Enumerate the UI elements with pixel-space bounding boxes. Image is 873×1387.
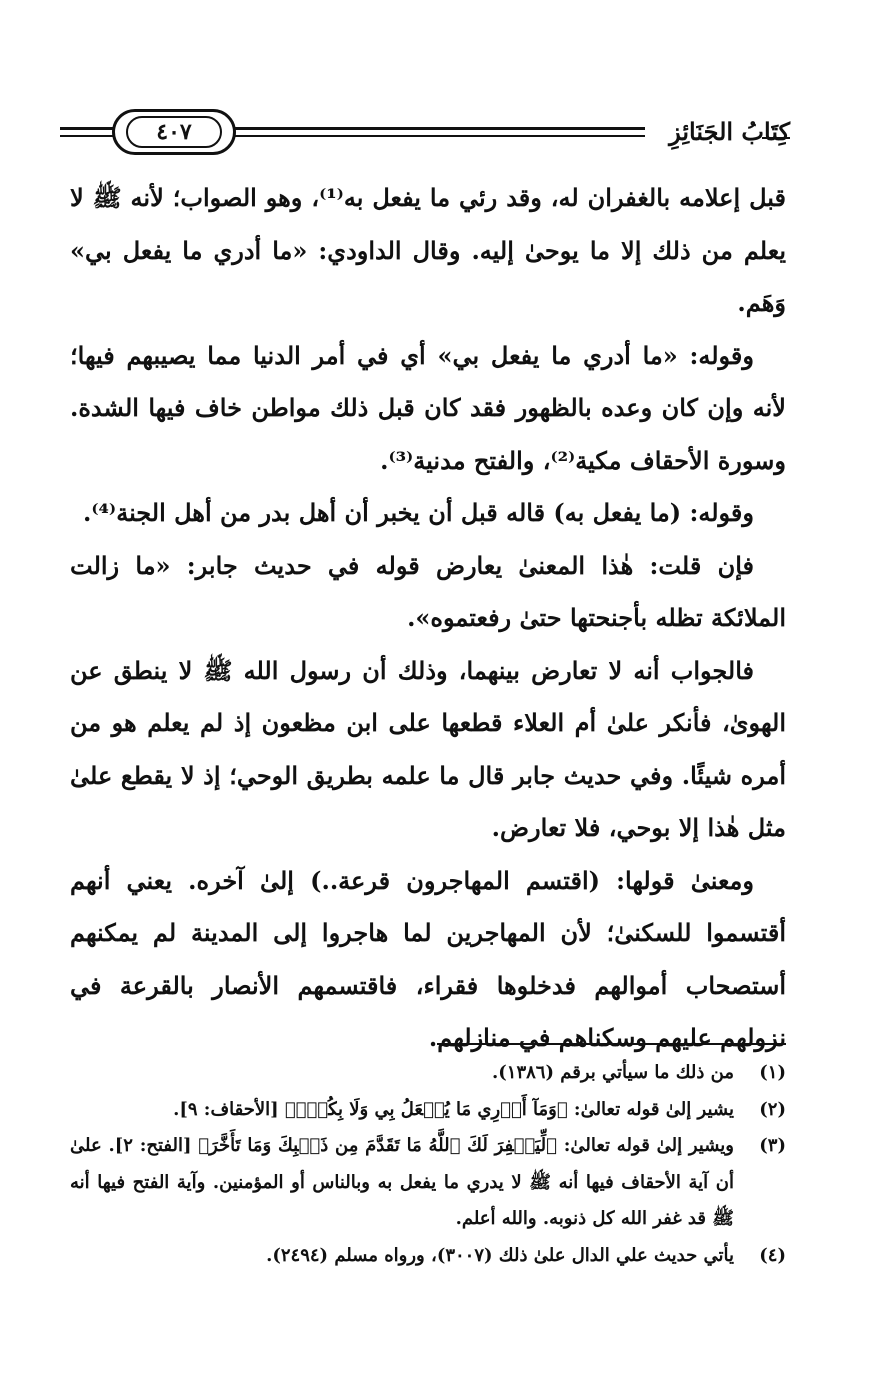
chapter-title: كِتَابُ الجَنَائِزِ	[669, 117, 790, 146]
footnote	[70, 1055, 786, 1092]
page-number: ٤٠٧	[126, 116, 222, 148]
paragraph: قبل إعلامه بالغفران له، وقد رئي ما يفعل به⁽¹⁾، وهو الصواب؛ لأنه ﷺ لا يعلم من ذلك إلا ما يوحىٰ إليه. وقال الداودي: «ما أدري ما يفعل بي» وَهَم.	[70, 183, 786, 317]
footnote	[70, 1128, 786, 1238]
main-text	[70, 172, 786, 1065]
footnote-number: (٢)	[759, 1098, 786, 1120]
footnote-text: ويشير إلىٰ قوله تعالىٰ: ﴿لِّيَغۡفِرَ لَكَ ٱللَّهُ مَا تَقَدَّمَ مِن ذَنۢبِكَ وَمَا تَأَخَّرَ﴾ [الفتح: ٢]. علىٰ أن آية الأحقاف فيها أنه ﷺ لا يدري ما يفعل به وبالناس أو المؤمنين. وآية الفتح فيها أنه ﷺ قد غفر الله كل ذنوبه. والله أعلم.	[70, 1135, 734, 1229]
paragraph: ومعنىٰ قولها: (اقتسم المهاجرون قرعة..) إلىٰ آخره. يعني أنهم أقتسموا للسكنىٰ؛ لأن المهاجرين لما هاجروا إلى المدينة لم يمكنهم أستصحاب أموالهم فدخلوها فقراء، فاقتسمهم الأنصار بالقرعة في نزولهم عليهم وسكناهم في منازلهم.	[70, 865, 786, 1052]
page-number-badge	[112, 109, 236, 155]
paragraph: فالجواب أنه لا تعارض بينهما، وذلك أن رسول الله ﷺ لا ينطق عن الهوىٰ، فأنكر علىٰ أم العلاء قطعها على ابن مظعون إذ لم يعلم هو من أمره شيئًا. وفي حديث جابر قال ما علمه بطريق الوحي؛ إذ لا يقطع علىٰ مثل هٰذا إلا بوحي، فلا تعارض.	[70, 655, 787, 842]
paragraph: وقوله: «ما أدري ما يفعل بي» أي في أمر الدنيا مما يصيبهم فيها؛ لأنه وإن كان وعده بالظهور فقد كان قبل ذلك مواطن خاف فيها الشدة. وسورة الأحقاف مكية⁽²⁾، والفتح مدنية⁽³⁾.	[70, 340, 786, 475]
header-rule	[235, 135, 645, 137]
footnote-separator	[437, 1043, 786, 1045]
footnotes	[70, 1055, 786, 1274]
footnote-number: (١)	[759, 1062, 786, 1083]
footnote	[70, 1238, 786, 1275]
footnote-number: (٤)	[759, 1244, 786, 1266]
header-rule	[235, 127, 645, 130]
footnote-text: يأتي حديث علي الدال علىٰ ذلك (٣٠٠٧)، ورواه مسلم (٢٤٩٤).	[266, 1244, 734, 1266]
header-rule-left	[60, 135, 115, 137]
footnote	[70, 1092, 786, 1129]
paragraph: وقوله: (ما يفعل به) قاله قبل أن يخبر أن أهل بدر من أهل الجنة⁽⁴⁾.	[83, 498, 754, 527]
footnote-text: يشير إلىٰ قوله تعالىٰ: ﴿وَمَآ أَدۡرِي مَا يُفۡعَلُ بِي وَلَا بِكُمۡۖ﴾ [الأحقاف: ٩].	[173, 1098, 734, 1120]
paragraph: فإن قلت: هٰذا المعنىٰ يعارض قوله في حديث جابر: «ما زالت الملائكة تظله بأجنحتها حتىٰ رفعتموه».	[70, 550, 786, 632]
header-rule-left	[60, 127, 115, 130]
footnote-number: (٣)	[759, 1135, 786, 1156]
footnote-text: من ذلك ما سيأتي برقم (١٣٨٦).	[492, 1062, 734, 1083]
page-header	[60, 95, 790, 175]
